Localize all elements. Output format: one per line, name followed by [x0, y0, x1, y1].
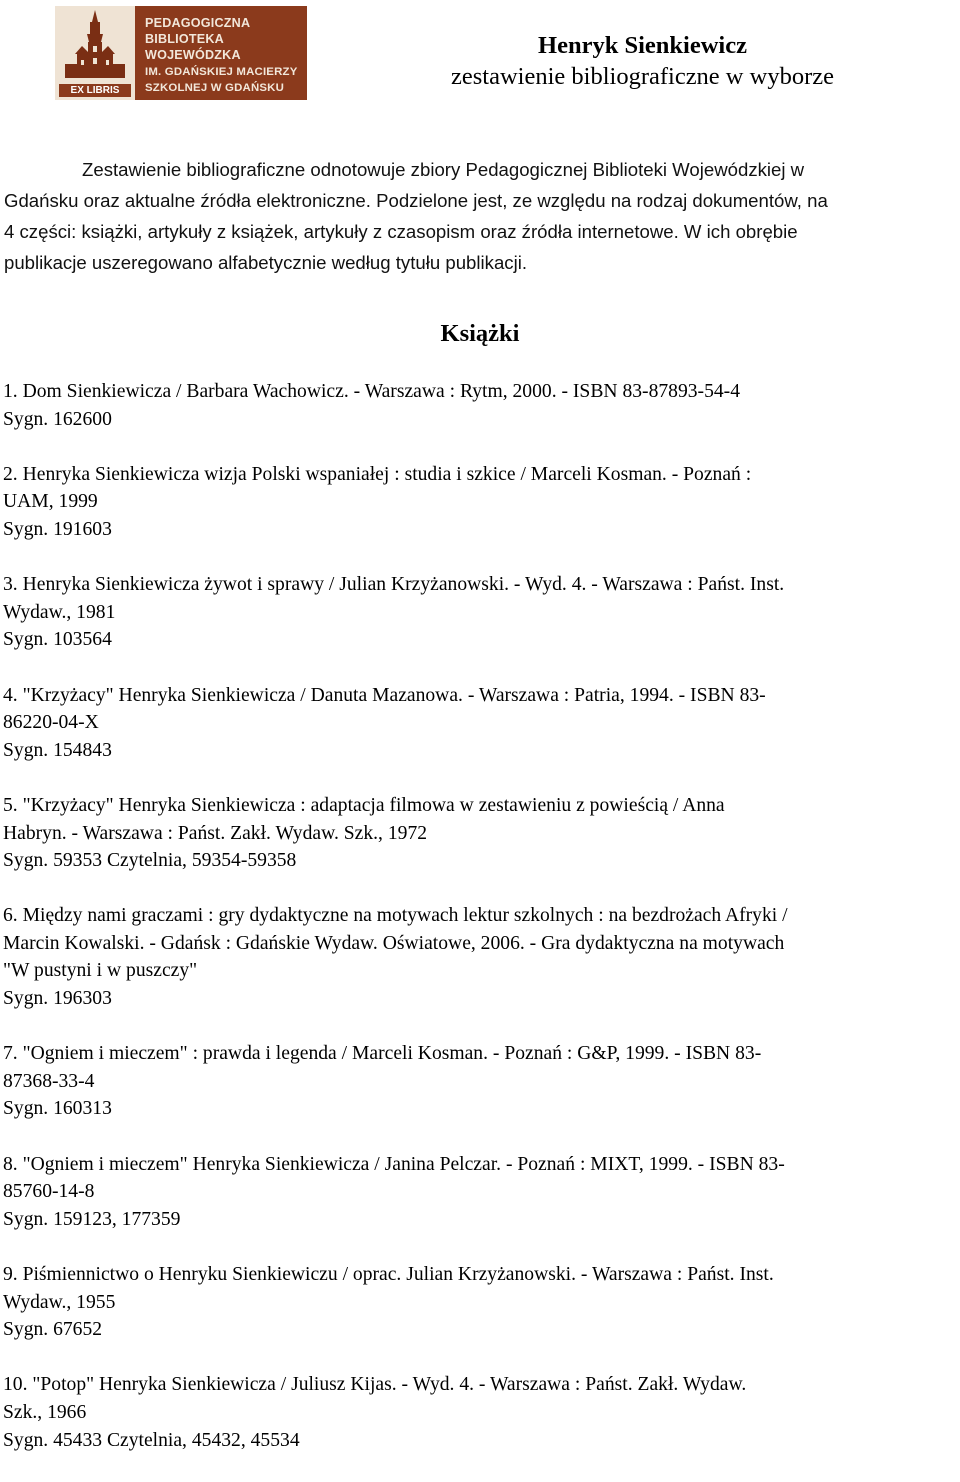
book-citation-line: 86220-04-X	[3, 712, 99, 734]
book-entry	[3, 1371, 958, 1454]
book-citation-line: Szk., 1966	[3, 1401, 87, 1423]
book-citation-line: 1. Dom Sienkiewicza / Barbara Wachowicz. - Warszawa : Rytm, 2000. - ISBN 83-87893-54-4	[3, 381, 740, 402]
town-hall-emblem	[55, 6, 135, 100]
book-entry	[3, 1040, 958, 1123]
intro-line: publikacje uszeregowano alfabetycznie według tytułu publikacji.	[4, 252, 528, 273]
book-citation-line: 5. "Krzyżacy" Henryka Sienkiewicza : adaptacja filmowa w zestawieniu z powieścią / Anna	[3, 794, 725, 816]
intro-line: Gdańsku oraz aktualne źródła elektroniczne. Podzielone jest, ze względu na rodzaj dokumentów, na	[4, 190, 828, 211]
call-number: Sygn. 162600	[3, 408, 112, 430]
book-entry	[3, 461, 958, 544]
book-citation-line: 87368-33-4	[3, 1070, 95, 1092]
book-entry	[3, 902, 958, 1012]
book-entry	[3, 1261, 958, 1344]
book-citation-line: 10. "Potop" Henryka Sienkiewicza / Juliusz Kijas. - Wyd. 4. - Warszawa : Państ. Zakł. Wydaw.	[3, 1374, 747, 1396]
book-citation-line: UAM, 1999	[3, 491, 98, 513]
call-number: Sygn. 59353 Czytelnia, 59354-59358	[3, 850, 297, 872]
document-header	[425, 30, 860, 92]
library-name-line: SZKOLNEJ W GDAŃSKU	[145, 81, 285, 94]
section-heading: Książki	[440, 320, 520, 347]
book-citation-line: "W pustyni i w puszczy"	[3, 960, 198, 982]
book-entry	[3, 1151, 958, 1234]
call-number: Sygn. 159123, 177359	[3, 1208, 181, 1230]
book-entry	[3, 571, 958, 654]
intro-paragraph	[4, 154, 938, 278]
book-citation-line: 7. "Ogniem i mieczem" : prawda i legenda / Marceli Kosman. - Poznań : G&P, 1999. - ISBN 83-	[3, 1043, 762, 1065]
call-number: Sygn. 67652	[3, 1319, 103, 1341]
book-citation-line: 2. Henryka Sienkiewicza wizja Polski wspaniałej : studia i szkice / Marceli Kosman. - Poznań :	[3, 463, 752, 485]
page-subtitle: zestawienie bibliograficzne w wyborze	[451, 63, 834, 90]
book-entry	[3, 682, 958, 765]
call-number: Sygn. 196303	[3, 988, 112, 1010]
book-citation-line: 85760-14-8	[3, 1181, 95, 1203]
library-name-line: BIBLIOTEKA	[145, 32, 224, 47]
intro-line: 4 części: książki, artykuły z książek, artykuły z czasopism oraz źródła internetowe. W ich obrębie	[4, 221, 798, 242]
call-number: Sygn. 191603	[3, 518, 112, 540]
book-entry	[3, 792, 958, 875]
call-number: Sygn. 154843	[3, 739, 112, 761]
book-entry	[3, 378, 958, 433]
book-citation-line: Habryn. - Warszawa : Państ. Zakł. Wydaw. Szk., 1972	[3, 822, 428, 844]
call-number: Sygn. 103564	[3, 629, 112, 651]
library-name-line: IM. GDAŃSKIEJ MACIERZY	[145, 65, 298, 78]
call-number: Sygn. 160313	[3, 1098, 112, 1120]
library-name-line: PEDAGOGICZNA	[145, 16, 251, 30]
book-citation-line: Wydaw., 1981	[3, 601, 116, 623]
call-number: Sygn. 45433 Czytelnia, 45432, 45534	[3, 1429, 300, 1451]
book-list	[3, 378, 958, 1482]
library-name	[135, 6, 307, 100]
page-title: Henryk Sienkiewicz	[538, 32, 747, 59]
book-citation-line: 6. Między nami graczami : gry dydaktyczne na motywach lektur szkolnych : na bezdrożach Afryki /	[3, 905, 788, 927]
book-citation-line: 9. Piśmiennictwo o Henryku Sienkiewiczu / oprac. Julian Krzyżanowski. - Warszawa : Państ. Inst.	[3, 1264, 774, 1285]
library-logo	[55, 6, 307, 100]
intro-line: Zestawienie bibliograficzne odnotowuje zbiory Pedagogicznej Biblioteki Wojewódzkiej w	[82, 159, 805, 180]
book-citation-line: Marcin Kowalski. - Gdańsk : Gdańskie Wydaw. Oświatowe, 2006. - Gra dydaktyczna na motywach	[3, 932, 785, 954]
book-citation-line: 3. Henryka Sienkiewicza żywot i sprawy / Julian Krzyżanowski. - Wyd. 4. - Warszawa : Państ. Inst.	[3, 574, 785, 596]
book-citation-line: 8. "Ogniem i mieczem" Henryka Sienkiewicza / Janina Pelczar. - Poznań : MIXT, 1999. - ISBN 83-	[3, 1153, 785, 1175]
library-name-line: WOJEWÓDZKA	[145, 48, 241, 63]
book-citation-line: Wydaw., 1955	[3, 1291, 116, 1313]
book-citation-line: 4. "Krzyżacy" Henryka Sienkiewicza / Danuta Mazanowa. - Warszawa : Patria, 1994. - ISBN 83-	[3, 684, 766, 706]
ex-libris-label: EX LIBRIS	[59, 84, 131, 97]
